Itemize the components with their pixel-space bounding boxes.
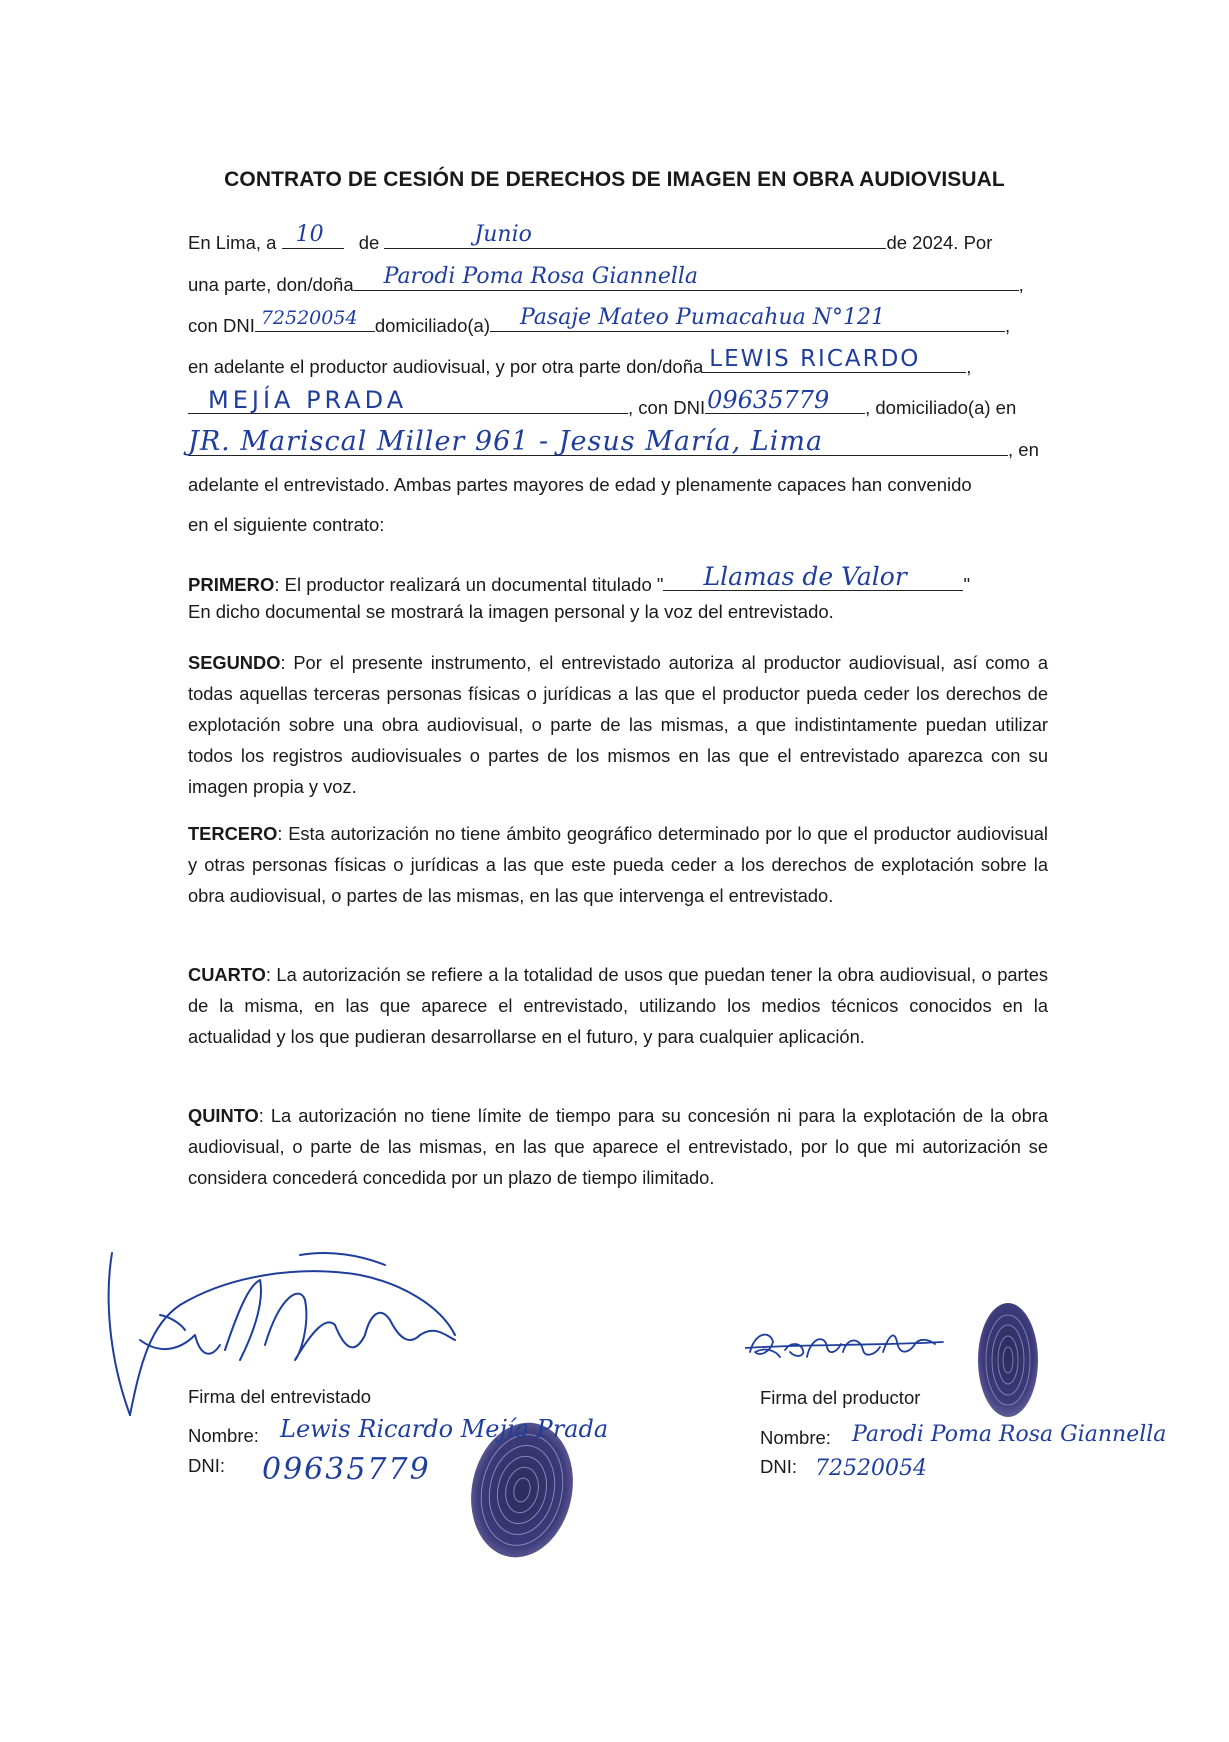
producer-address-field: [490, 305, 1005, 332]
intro-text: domiciliado(a): [374, 315, 490, 336]
interviewee-dni-field: [705, 386, 865, 414]
intro-text: , con DNI: [628, 397, 706, 418]
clause-label: CUARTO: [188, 964, 266, 985]
doc-title-field: [663, 562, 963, 591]
clause-text: ": [963, 574, 971, 595]
intro-line-2: [188, 264, 1024, 296]
clause-label: PRIMERO: [188, 574, 275, 595]
producer-name-label: Nombre:: [760, 1427, 831, 1448]
intro-line-3: [188, 305, 1011, 337]
doc-title-value: Llamas de Valor: [703, 562, 907, 591]
interviewee-dni-value: 09635779: [707, 386, 830, 414]
month-value: Junio: [474, 222, 532, 247]
producer-fingerprint: [975, 1300, 1041, 1420]
segundo-clause: [188, 647, 1048, 802]
producer-name-value: Parodi Poma Rosa Giannella: [383, 264, 699, 289]
primero-text-2: En dicho documental se mostrará la imagen personal y la voz del entrevistado.: [188, 601, 834, 622]
producer-signed-dni: 72520054: [815, 1456, 927, 1481]
producer-name-field: [354, 264, 1019, 291]
interviewee-address-field: [188, 426, 1008, 457]
interviewee-signed-name: Lewis Ricardo Mejía Prada: [280, 1415, 609, 1443]
intro-line-5: [188, 386, 1017, 419]
clause-text: : El productor realizará un documental titulado ": [274, 574, 664, 595]
producer-dni-field: [255, 307, 375, 332]
clause-text: : La autorización no tiene límite de tiempo para su concesión ni para la explotación de la obra audiovisual, o parte de las mismas, en las que aparece el entrevistado, por lo que mi autorización se considera concederá concedida por un plazo de tiempo ilimitado.: [188, 1105, 1048, 1188]
interviewee-address-value: JR. Mariscal Miller 961 - Jesus María, Lima: [188, 426, 824, 457]
intro-line-1: [188, 222, 993, 254]
producer-dni-value: 72520054: [260, 307, 358, 329]
clause-text: : La autorización se refiere a la totalidad de usos que puedan tener la obra audiovisual, o partes de la misma, en las que aparece el entrevistado, utilizando los medios técnicos conocidos en la actualidad y los que pudieran desarrollarse en el futuro, y para cualquier aplicación.: [188, 964, 1048, 1047]
intro-text: , domiciliado(a) en: [865, 397, 1017, 418]
quinto-clause: [188, 1100, 1048, 1193]
producer-dni-label: DNI:: [760, 1456, 797, 1477]
producer-address-value: Pasaje Mateo Pumacahua N°121: [519, 305, 885, 330]
intro-text: en adelante el productor audiovisual, y por otra parte don/doña: [188, 356, 704, 377]
interviewee-name-label: Nombre:: [188, 1425, 259, 1446]
clause-text: : Esta autorización no tiene ámbito geográfico determinado por lo que el productor audiovisual y otras personas físicas o jurídicas a las que este pueda ceder a los derechos de explotación sobre la obra audiovisual, o partes de las mismas, en las que intervenga el entrevistado.: [188, 823, 1048, 906]
interviewee-name-field-2: [188, 386, 628, 414]
interviewee-name-value-2: MEJÍA PRADA: [208, 386, 408, 414]
month-field: [384, 222, 886, 249]
intro-text: , en: [1008, 439, 1039, 460]
intro-text: una parte, don/doña: [188, 274, 354, 295]
cuarto-clause: [188, 959, 1048, 1052]
interviewee-signed-dni: 09635779: [262, 1452, 431, 1487]
intro-text: de 2024. Por: [886, 232, 993, 253]
interviewee-dni-label: DNI:: [188, 1455, 225, 1476]
producer-signature: [745, 1322, 945, 1372]
intro-line-8: en el siguiente contrato:: [188, 514, 385, 535]
day-value: 10: [295, 222, 324, 247]
clause-label: SEGUNDO: [188, 652, 281, 673]
day-field: [282, 222, 344, 249]
interviewee-name-field-1: [703, 346, 966, 373]
intro-text: En Lima, a: [188, 232, 277, 253]
producer-signed-name: Parodi Poma Rosa Giannella: [852, 1422, 1167, 1447]
intro-line-7: adelante el entrevistado. Ambas partes mayores de edad y plenamente capaces han convenido: [188, 474, 972, 495]
intro-text: ,: [1004, 315, 1011, 336]
intro-text: ,: [1018, 274, 1024, 295]
intro-line-6: [188, 426, 1039, 461]
producer-signature-label: Firma del productor: [760, 1387, 921, 1408]
clause-label: QUINTO: [188, 1105, 259, 1126]
clause-text: : Por el presente instrumento, el entrevistado autoriza al productor audiovisual, así como a todas aquellas terceras personas físicas o jurídicas a las que el productor pueda ceder los derechos de explotación sobre una obra audiovisual, o parte de las mismas, a que indistintamente puedan utilizar todos los registros audiovisuales o partes de los mismos en las que el entrevistado aparezca con su imagen propia y voz.: [188, 652, 1048, 797]
primero-clause: [188, 562, 971, 596]
interviewee-name-value-1: LEWIS RICARDO: [709, 346, 921, 372]
intro-text: de: [358, 232, 380, 253]
clause-label: TERCERO: [188, 823, 278, 844]
contract-title: CONTRATO DE CESIÓN DE DERECHOS DE IMAGEN EN OBRA AUDIOVISUAL: [224, 168, 1005, 191]
intro-line-4: [188, 346, 972, 378]
intro-text: ,: [966, 356, 972, 377]
interviewee-signature-label: Firma del entrevistado: [188, 1386, 372, 1407]
intro-text: con DNI: [188, 315, 255, 336]
tercero-clause: [188, 818, 1048, 911]
